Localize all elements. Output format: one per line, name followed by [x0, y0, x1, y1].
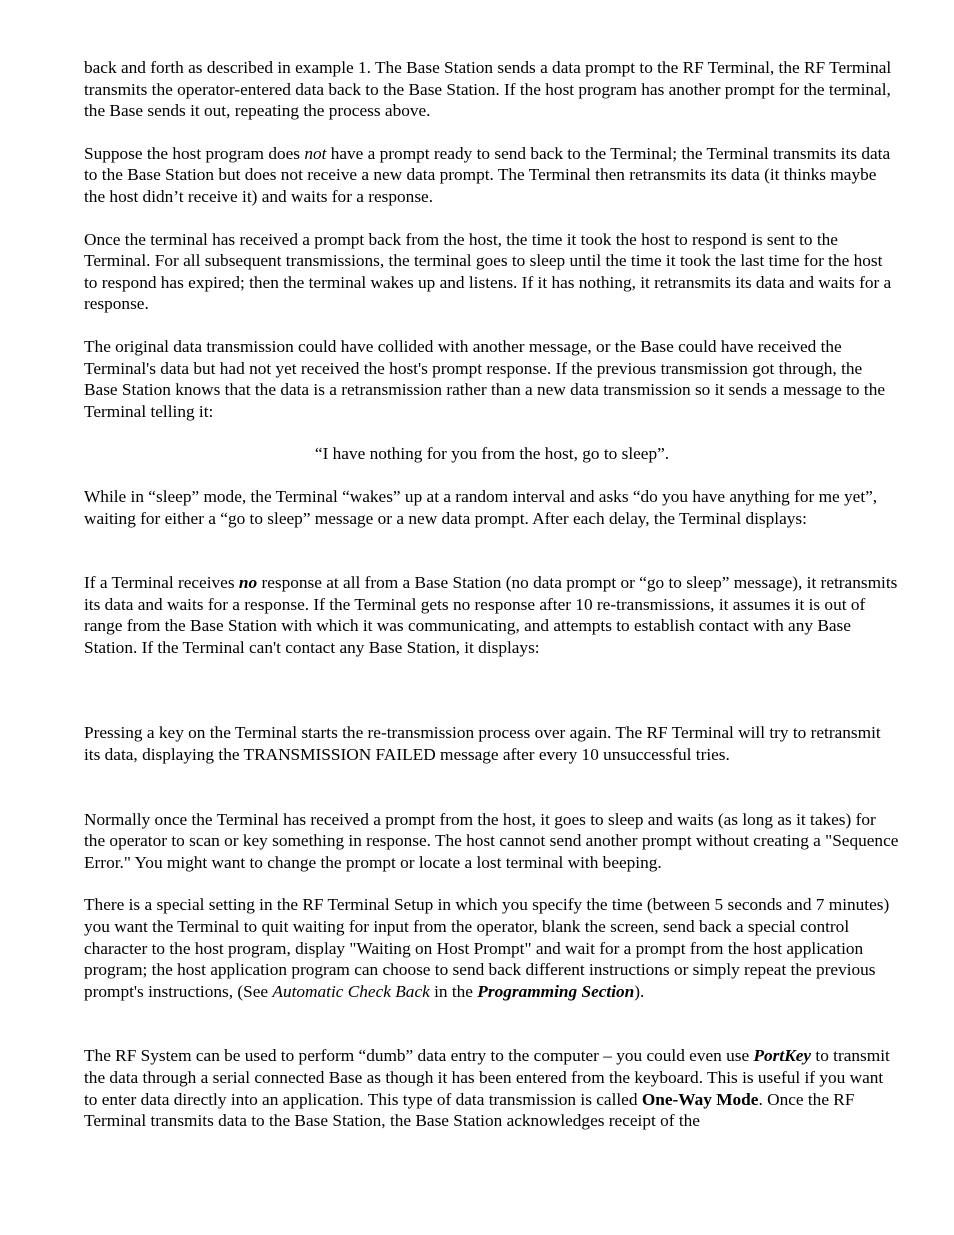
- quoted-message: “I have nothing for you from the host, go to sleep”.: [314, 444, 670, 464]
- reference-automatic-check-back: Automatic Check Back: [272, 981, 430, 1001]
- document-page: [84, 57, 900, 1132]
- paragraph-one-way-mode: The RF System can be used to perform “dumb” data entry to the computer – you could even use PortKey to transmit the data through a serial connected Base as though it has been entered from the keyboard. This is useful if you want to enter data directly into an application. This type of data transmission is called One-Way Mode. Once the RF Terminal transmits data to the Base Station, the Base Station acknowledges receipt of the: [84, 1046, 890, 1131]
- term-one-way-mode: One-Way Mode: [641, 1089, 759, 1109]
- paragraph-response-timing: Once the terminal has received a prompt back from the host, the time it took the host to respond is sent to the Terminal. For all subsequent transmissions, the terminal goes to sleep until the time it took the last time for the host to respond has expired; then the terminal wakes up and listens. If it has nothing, it retransmits its data and waits for a response.: [84, 229, 892, 314]
- paragraph-sequence-error: Normally once the Terminal has received a prompt from the host, it goes to sleep and waits (as long as it takes) for the operator to scan or key something in response. The host cannot send another prompt without creating a "Sequence Error." You might want to change the prompt or locate a lost terminal with beeping.: [84, 809, 899, 872]
- paragraph-example-continuation: back and forth as described in example 1. The Base Station sends a data prompt to the RF Terminal, the RF Terminal transmits the operator-entered data back to the Base Station. If the host program has another prompt for the terminal, the Base sends it out, repeating the process above.: [84, 58, 892, 121]
- emphasis-no: no: [238, 573, 258, 593]
- paragraph-sleep-mode: While in “sleep” mode, the Terminal “wakes” up at a random interval and asks “do you have anything for me yet”, waiting for either a “go to sleep” message or a new data prompt. After each delay, the Terminal displays:: [84, 486, 878, 528]
- paragraph-no-prompt-ready: Suppose the host program does not have a prompt ready to send back to the Terminal; the Terminal transmits its data to the Base Station but does not receive a new data prompt. The Terminal then retransmits its data (it thinks maybe the host didn’t receive it) and waits for a response.: [84, 143, 891, 206]
- paragraph-check-back-setting: There is a special setting in the RF Terminal Setup in which you specify the time (between 5 seconds and 7 minutes) you want the Terminal to quit waiting for input from the operator, blank the screen, send back a special control character to the host program, display "Waiting on Host Prompt" and wait for a prompt from the host application program; the host application program can choose to send back different instructions or simply repeat the previous prompt's instructions, (See Automatic Check Back in the Programming Section).: [84, 895, 890, 1001]
- product-name-portkey: PortKey: [753, 1046, 812, 1066]
- paragraph-collision: The original data transmission could have collided with another message, or the Base could have received the Terminal's data but had not yet received the host's prompt response. If the previous transmission got through, the Base Station knows that the data is a retransmission rather than a new data transmission so it sends a message to the Terminal telling it:: [84, 336, 886, 421]
- paragraph-no-response: If a Terminal receives no response at all from a Base Station (no data prompt or “go to sleep” message), it retransmits its data and waits for a response. If the Terminal gets no response after 10 re-transmissions, it assumes it is out of range from the Base Station with which it was communicating, and attempts to establish contact with any Base Station. If the Terminal can't contact any Base Station, it displays:: [84, 573, 898, 657]
- emphasis-not: not: [304, 143, 327, 163]
- reference-programming-section: Programming Section: [477, 981, 635, 1001]
- paragraph-retransmission: Pressing a key on the Terminal starts the re-transmission process over again. The RF Terminal will try to retransmit its data, displaying the TRANSMISSION FAILED message after every 10 unsuccessful tries.: [84, 723, 881, 765]
